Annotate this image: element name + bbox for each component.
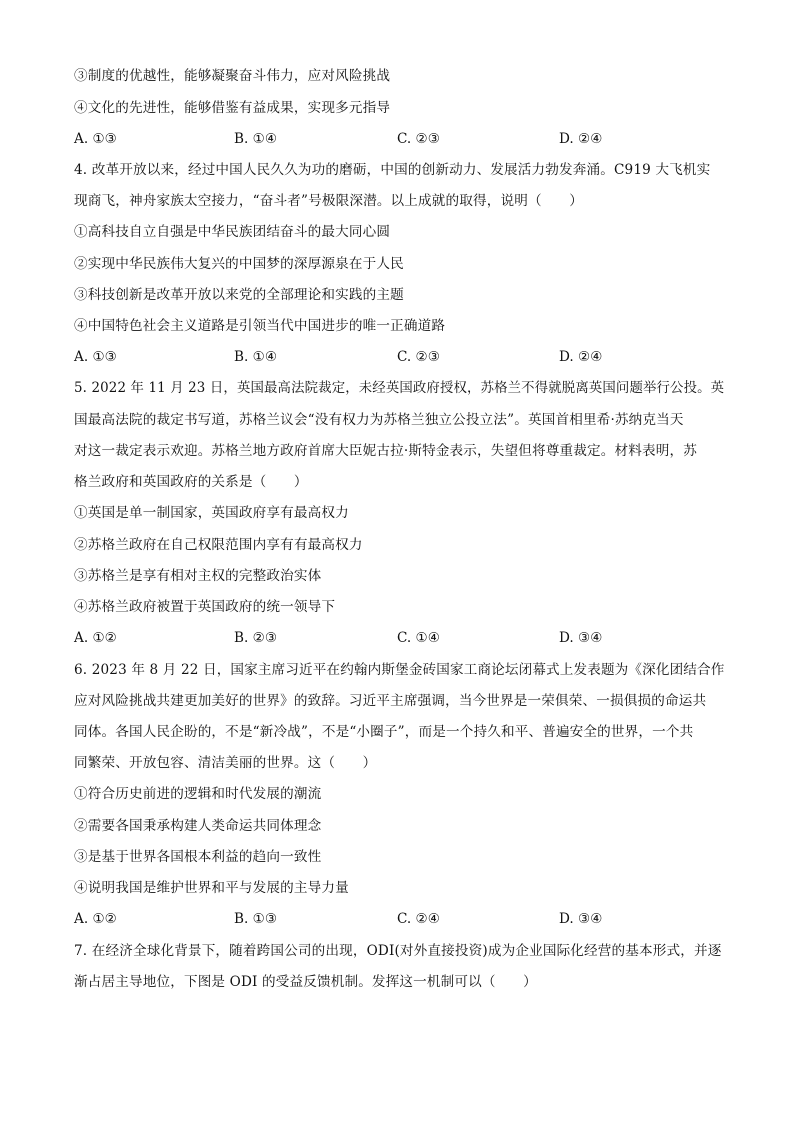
q3-statement-3: ③制度的优越性，能够凝聚奋斗伟力，应对风险挑战 xyxy=(74,68,391,84)
q6-stem-line-2: 应对风险挑战共建更加美好的世界》的致辞。习近平主席强调，当今世界是一荣俱荣、一损俱损的命运共 xyxy=(74,693,707,709)
q4-stem-line-2: 现商飞，神舟家族太空接力，“奋斗者”号极限深潜。以上成就的取得，说明（ ） xyxy=(74,193,583,209)
q4-option-b[interactable]: B. ①④ xyxy=(234,349,278,365)
q5-stem-line-3: 对这一裁定表示欢迎。苏格兰地方政府首席大臣妮古拉·斯特金表示，失望但将尊重裁定。材料表明，苏 xyxy=(74,443,697,459)
q5-stem-line-4: 格兰政府和英国政府的关系是（ ） xyxy=(74,474,308,490)
q5-stem-line-2: 国最高法院的裁定书写道，苏格兰议会“没有权力为苏格兰独立公投立法”。英国首相里希·苏纳克当天 xyxy=(74,412,684,428)
q5-option-b[interactable]: B. ②③ xyxy=(234,630,278,646)
q4-stem-line-1: 4. 改革开放以来，经过中国人民久久为功的磨砺，中国的创新动力、发展活力勃发奔涌。C919 大飞机实 xyxy=(74,162,711,178)
q6-option-b[interactable]: B. ①③ xyxy=(234,911,278,927)
q3-option-c[interactable]: C. ②③ xyxy=(397,131,440,147)
q6-option-d[interactable]: D. ③④ xyxy=(559,911,603,927)
q6-option-a[interactable]: A. ①② xyxy=(74,911,117,927)
q6-options xyxy=(74,910,734,928)
q5-option-c[interactable]: C. ①④ xyxy=(397,630,440,646)
q6-stem-line-1: 6. 2023 年 8 月 22 日，国家主席习近平在约翰内斯堡金砖国家工商论坛闭幕式上发表题为《深化团结合作 xyxy=(74,662,725,678)
q3-option-a[interactable]: A. ①③ xyxy=(74,131,117,147)
q7-stem-line-1: 7. 在经济全球化背景下，随着跨国公司的出现，ODI(对外直接投资)成为企业国际化经营的基本形式，并逐 xyxy=(74,943,722,959)
q4-statement-1: ①高科技自立自强是中华民族团结奋斗的最大同心圆 xyxy=(74,224,391,240)
q6-statement-1: ①符合历史前进的逻辑和时代发展的潮流 xyxy=(74,786,322,802)
q6-stem-line-3: 同体。各国人民企盼的，不是“新冷战”，不是“小圈子”，而是一个持久和平、普遍安全的世界，一个共 xyxy=(74,724,694,740)
q3-option-d[interactable]: D. ②④ xyxy=(559,131,603,147)
q4-option-d[interactable]: D. ②④ xyxy=(559,349,603,365)
q5-statement-1: ①英国是单一制国家，英国政府享有最高权力 xyxy=(74,505,349,521)
q5-option-a[interactable]: A. ①② xyxy=(74,630,117,646)
q4-option-a[interactable]: A. ①③ xyxy=(74,349,117,365)
q6-stem-line-4: 同繁荣、开放包容、清洁美丽的世界。这（ ） xyxy=(74,755,377,771)
q5-statement-4: ④苏格兰政府被置于英国政府的统一领导下 xyxy=(74,599,336,615)
q4-statement-4: ④中国特色社会主义道路是引领当代中国进步的唯一正确道路 xyxy=(74,318,446,334)
q4-option-c[interactable]: C. ②③ xyxy=(397,349,440,365)
q6-statement-3: ③是基于世界各国根本利益的趋向一致性 xyxy=(74,849,322,865)
q3-statement-4: ④文化的先进性，能够借鉴有益成果，实现多元指导 xyxy=(74,100,391,116)
q4-options xyxy=(74,348,734,366)
q5-stem-line-1: 5. 2022 年 11 月 23 日，英国最高法院裁定，未经英国政府授权，苏格兰不得就脱离英国问题举行公投。英 xyxy=(74,380,725,396)
q6-statement-4: ④说明我国是维护世界和平与发展的主导力量 xyxy=(74,880,349,896)
q5-option-d[interactable]: D. ③④ xyxy=(559,630,603,646)
q4-statement-2: ②实现中华民族伟大复兴的中国梦的深厚源泉在于人民 xyxy=(74,256,404,272)
q3-option-b[interactable]: B. ①④ xyxy=(234,131,278,147)
q7-stem-line-2: 渐占居主导地位，下图是 ODI 的受益反馈机制。发挥这一机制可以（ ） xyxy=(74,974,537,990)
q5-statement-2: ②苏格兰政府在自己权限范围内享有有最高权力 xyxy=(74,537,363,553)
q5-statement-3: ③苏格兰是享有相对主权的完整政治实体 xyxy=(74,568,322,584)
q4-statement-3: ③科技创新是改革开放以来党的全部理论和实践的主题 xyxy=(74,287,404,303)
q3-options xyxy=(74,130,734,148)
q6-option-c[interactable]: C. ②④ xyxy=(397,911,440,927)
q5-options xyxy=(74,629,734,647)
q6-statement-2: ②需要各国秉承构建人类命运共同体理念 xyxy=(74,818,322,834)
